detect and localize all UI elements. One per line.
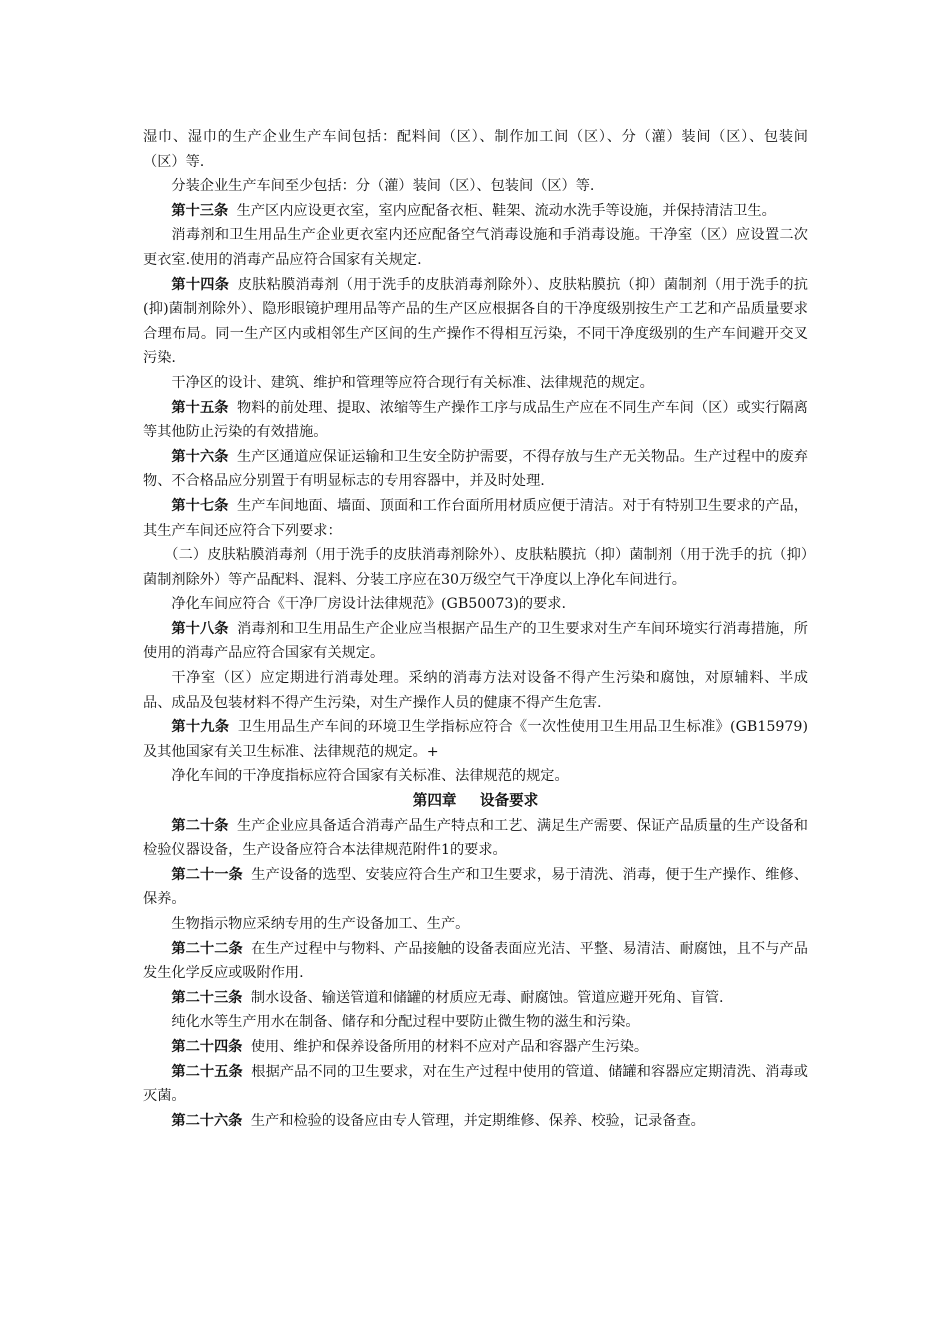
paragraph-text: 干净室（区）应定期进行消毒处理。采纳的消毒方法对设备不得产生污染和腐蚀，对原辅料、半成品、成品及包装材料不得产生污染，对生产操作人员的健康不得产生危害. bbox=[143, 670, 808, 711]
paragraph-text: 干净区的设计、建筑、维护和管理等应符合现行有关标准、法律规范的规定。 bbox=[171, 374, 654, 391]
article-number: 第十六条 bbox=[171, 448, 229, 465]
body-paragraph bbox=[143, 666, 808, 715]
article-number: 第二十四条 bbox=[171, 1038, 243, 1055]
article-paragraph bbox=[143, 986, 808, 1011]
article-number: 第十八条 bbox=[171, 620, 229, 637]
paragraph-text: （二）皮肤粘膜消毒剂（用于洗手的皮肤消毒剂除外）、皮肤粘膜抗（抑）菌制剂（用于洗手的抗（抑）菌制剂除外）等产品配料、混料、分装工序应在30万级空气干净度以上净化车间进行。 bbox=[143, 547, 808, 588]
paragraph-text: 生产设备的选型、安装应符合生产和卫生要求，易于清洗、消毒，便于生产操作、维修、保养。 bbox=[143, 866, 808, 908]
paragraph-text: 生产车间地面、墙面、顶面和工作台面所用材质应便于清洁。对于有特别卫生要求的产品，其生产车间还应符合下列要求： bbox=[143, 497, 808, 539]
paragraph-text: 制水设备、输送管道和储罐的材质应无毒、耐腐蚀。管道应避开死角、盲管. bbox=[250, 989, 724, 1006]
body-paragraph bbox=[143, 223, 808, 272]
paragraph-text: 分装企业生产车间至少包括：分（灌）装间（区）、包装间（区）等. bbox=[171, 178, 595, 195]
paragraph-text: 纯化水等生产用水在制备、储存和分配过程中要防止微生物的滋生和污染。 bbox=[171, 1014, 640, 1031]
paragraph-text: 生产区内应设更衣室，室内应配备衣柜、鞋架、流动水洗手等设施，并保持清洁卫生。 bbox=[236, 202, 776, 219]
chapter-title: 设备要求 bbox=[479, 792, 539, 810]
paragraph-text: 消毒剂和卫生用品生产企业应当根据产品生产的卫生要求对生产车间环境实行消毒措施，所使用的消毒产品应符合国家有关规定。 bbox=[143, 620, 808, 662]
article-number: 第十三条 bbox=[171, 202, 229, 219]
paragraph-text: 净化车间的干净度指标应符合国家有关标准、法律规范的规定。 bbox=[171, 768, 569, 785]
article-paragraph bbox=[143, 937, 808, 986]
body-paragraph bbox=[143, 371, 808, 396]
article-paragraph bbox=[143, 396, 808, 445]
article-number: 第十七条 bbox=[171, 497, 229, 514]
list-item-paragraph bbox=[143, 543, 808, 592]
article-paragraph bbox=[143, 1035, 808, 1060]
article-paragraph bbox=[143, 814, 808, 863]
paragraph-text: 生产区通道应保证运输和卫生安全防护需要，不得存放与生产无关物品。生产过程中的废弃物、不合格品应分别置于有明显标志的专用容器中，并及时处理. bbox=[143, 448, 808, 490]
article-paragraph bbox=[143, 273, 808, 371]
article-number: 第二十二条 bbox=[171, 940, 243, 957]
paragraph-text: 生产和检验的设备应由专人管理，并定期维修、保养、校验，记录备查。 bbox=[250, 1112, 705, 1129]
paragraph-continuation bbox=[143, 125, 808, 174]
chapter-heading bbox=[143, 789, 808, 814]
article-paragraph bbox=[143, 199, 808, 224]
paragraph-text: 在生产过程中与物料、产品接触的设备表面应光洁、平整、易清洁、耐腐蚀，且不与产品发生化学反应或吸附作用. bbox=[143, 940, 808, 982]
article-number: 第二十六条 bbox=[171, 1112, 243, 1129]
article-paragraph bbox=[143, 1060, 808, 1109]
article-number: 第二十三条 bbox=[171, 989, 243, 1006]
article-paragraph bbox=[143, 445, 808, 494]
article-paragraph bbox=[143, 715, 808, 764]
article-number: 第二十五条 bbox=[171, 1063, 243, 1080]
article-number: 第十九条 bbox=[171, 719, 230, 736]
document-body bbox=[143, 125, 808, 1133]
article-paragraph bbox=[143, 1109, 808, 1134]
article-number: 第二十条 bbox=[171, 817, 229, 834]
article-paragraph bbox=[143, 617, 808, 666]
paragraph-text: 湿巾、湿巾的生产企业生产车间包括：配料间（区）、制作加工间（区）、分（灌）装间（区）、包装间（区）等. bbox=[143, 129, 808, 170]
article-paragraph bbox=[143, 494, 808, 543]
chapter-number: 第四章 bbox=[412, 792, 457, 810]
body-paragraph bbox=[143, 764, 808, 789]
body-paragraph bbox=[143, 1010, 808, 1035]
paragraph-text: 消毒剂和卫生用品生产企业更衣室内还应配备空气消毒设施和手消毒设施。干净室（区）应设置二次更衣室.使用的消毒产品应符合国家有关规定. bbox=[143, 227, 808, 268]
paragraph-text: 卫生用品生产车间的环境卫生学指标应符合《一次性使用卫生用品卫生标准》(GB15979)及其他国家有关卫生标准、法律规范的规定。+ bbox=[143, 719, 808, 760]
paragraph-text: 生产企业应具备适合消毒产品生产特点和工艺、满足生产需要、保证产品质量的生产设备和检验仪器设备，生产设备应符合本法律规范附件1的要求。 bbox=[143, 817, 808, 859]
paragraph-text: 净化车间应符合《干净厂房设计法律规范》(GB50073)的要求. bbox=[171, 596, 566, 613]
paragraph-text: 皮肤粘膜消毒剂（用于洗手的皮肤消毒剂除外）、皮肤粘膜抗（抑）菌制剂（用于洗手的抗(抑)菌制剂除外）、隐形眼镜护理用品等产品的生产区应根据各自的干净度级别按生产工艺和产品质量要求合理布局。同一生产区内或相邻生产区间的生产操作不得相互污染，不同干净度级别的生产车间避开交叉污染. bbox=[143, 276, 808, 367]
paragraph-text: 物料的前处理、提取、浓缩等生产操作工序与成品生产应在不同生产车间（区）或实行隔离等其他防止污染的有效措施。 bbox=[143, 399, 808, 441]
paragraph-text: 根据产品不同的卫生要求，对在生产过程中使用的管道、储罐和容器应定期清洗、消毒或灭菌。 bbox=[143, 1063, 808, 1105]
body-paragraph bbox=[143, 592, 808, 617]
paragraph-text: 生物指示物应采纳专用的生产设备加工、生产。 bbox=[171, 916, 470, 932]
body-paragraph bbox=[143, 912, 808, 937]
article-paragraph bbox=[143, 863, 808, 912]
article-number: 第十五条 bbox=[171, 399, 229, 416]
article-number: 第十四条 bbox=[171, 276, 230, 293]
paragraph-text: 使用、维护和保养设备所用的材料不应对产品和容器产生污染。 bbox=[250, 1038, 649, 1055]
body-paragraph bbox=[143, 174, 808, 199]
article-number: 第二十一条 bbox=[171, 866, 243, 883]
